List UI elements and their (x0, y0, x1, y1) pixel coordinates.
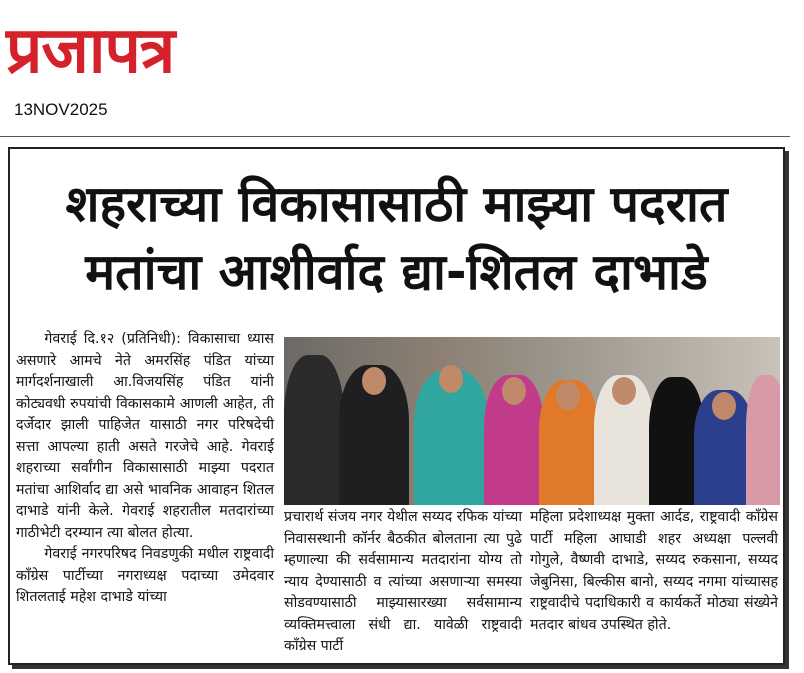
article-photo (284, 337, 780, 505)
headline-line-1: शहराच्या विकासासाठी माझ्या पदरात (65, 175, 728, 233)
newspaper-logo: प्रजापत्र (6, 14, 175, 88)
paragraph: गेवराई नगरपरिषद निवडणुकी मधील राष्ट्रवादी कॉंग्रेस पार्टीच्या नगराध्यक्ष पदाच्या उमेदवार शितलताई महेश दाभाडे यांच्या (16, 546, 274, 605)
divider (0, 136, 790, 137)
paragraph: गेवराई दि.१२ (प्रतिनिधी): विकासाचा ध्यास असणारे आमचे नेते अमरसिंह पंडित यांच्या मार्गदर्शनाखाली आ.विजयसिंह पंडित यांनी कोट्यवधी रुपयांची विकासकामे आणली आहेत, ती दर्जेदार झाली पाहिजेत यासाठी नगर परिषदेची सत्ता आपल्या हाती असते गरजेचे आहे. गेवराई शहराच्या सर्वांगीन विकासासाठी माझ्या पदरात मतांचा आशिर्वाद द्या असे भावनिक आवाहन शितल दाभाडे यांनी केले. गेवराई शहरातील मतदारांच्या गाठीभेटी दरम्यान त्या बोलत होत्या. (16, 331, 274, 541)
article-column-2: प्रचारार्थ संजय नगर येथील सय्यद रफिक यांच्या निवासस्थानी कॉर्नर बैठकीत बोलताना त्या पुढे म्हणाल्या की सर्वसामान्य मतदारांना योग्य तो न्याय देण्यासाठी व त्यांच्या असणाऱ्या समस्या सोडवण्यासाठी माझ्यासारख्या सर्वसामान्य व्यक्तिमत्त्वाला संधी द्या. यावेळी राष्ट्रवादी कॉंग्रेस पार्टी (284, 509, 522, 654)
article-column-1 (16, 329, 274, 609)
article-column-3: महिला प्रदेशाध्यक्ष मुक्ता आर्दड, राष्ट्रवादी कॉंग्रेस पार्टी महिला आघाडी शहर अध्यक्षा पल्लवी गोगुले, वैष्णवी दाभाडे, सय्यद रुकसाना, सय्यद जेबुनिसा, बिल्कीस बानो, सय्यद नगमा यांच्यासह राष्ट्रवादीचे पदाधिकारी व कार्यकर्ते मोठ्या संख्येने मतदार बांधव उपस्थित होते. (530, 509, 778, 633)
publication-date: 13NOV2025 (14, 100, 108, 119)
headline-line-2: मतांचा आशीर्वाद द्या-शितल दाभाडे (85, 243, 708, 301)
article-box (8, 147, 785, 665)
